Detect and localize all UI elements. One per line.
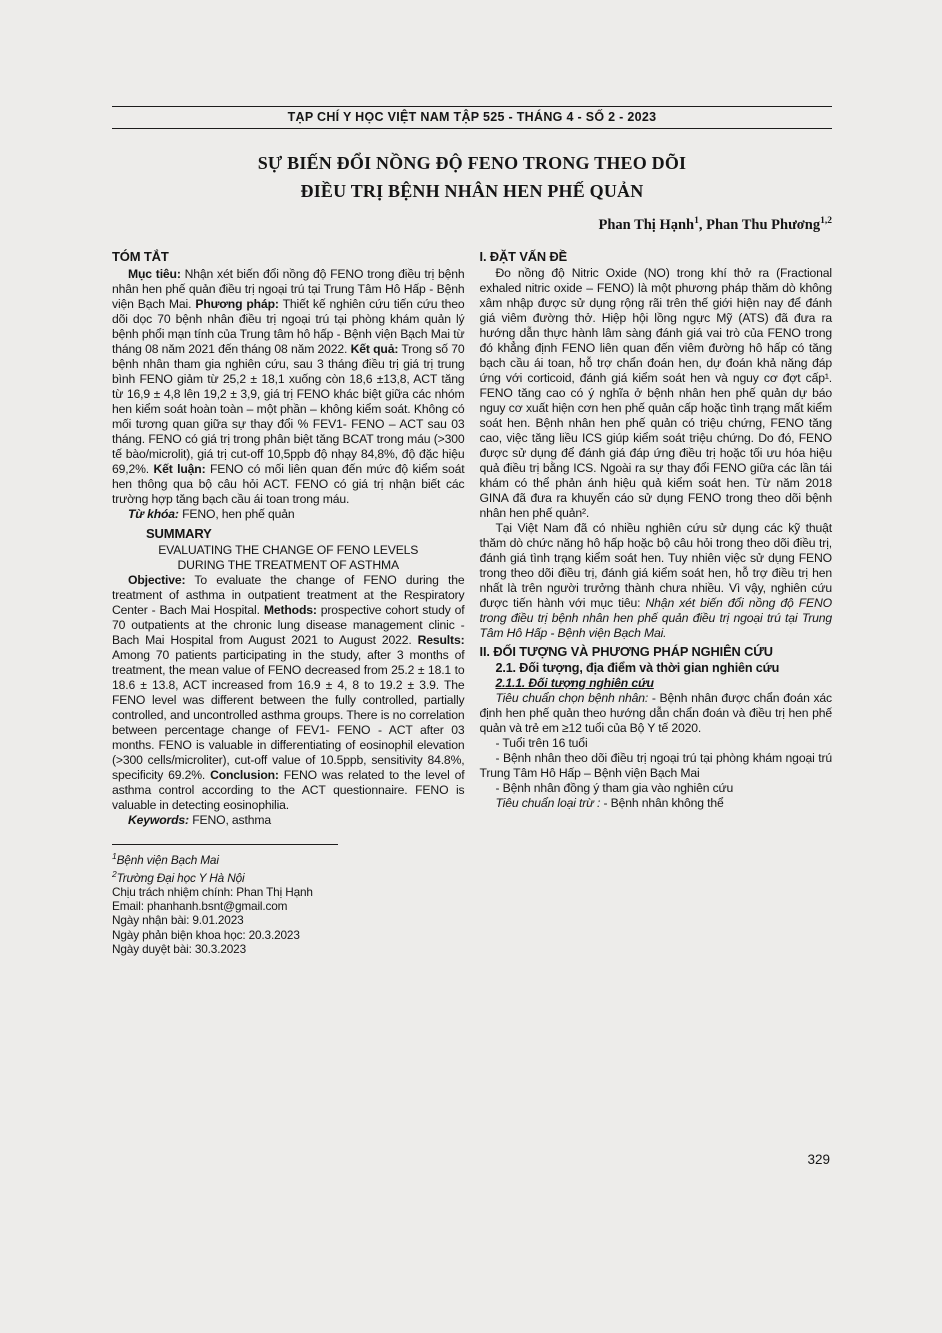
conclusion-label: Conclusion: [210, 767, 279, 782]
abstract-en-paragraph [112, 573, 465, 813]
keywords-en-line [112, 813, 465, 828]
exclusion-criteria-label: Tiêu chuẩn loại trừ : [495, 795, 604, 810]
accepted-date-line: Ngày duyệt bài: 30.3.2023 [112, 941, 246, 956]
phuong-phap-label: Phương pháp: [195, 296, 279, 311]
subsection-2-1-1-heading: 2.1.1. Đối tượng nghiên cứu [495, 675, 654, 690]
affiliation-1-sup: 1 [112, 850, 117, 861]
two-column-body [112, 249, 832, 956]
affiliation-2-sup: 2 [112, 868, 117, 879]
ket-luan-text: FENO có mối liên quan đến mức độ kiểm soát hen thông qua bộ câu hỏi ACT. FENO có giá trị nhận biết các trường hợp tăng bạch cầu ái toan trong máu. [112, 461, 465, 506]
inclusion-criteria-paragraph [480, 691, 833, 736]
right-column [480, 249, 833, 956]
conclusion-text: FENO was related to the level of asthma control according to the ACT questionnaire. FENO is valuable in detecting eosinophilia. [112, 767, 465, 812]
footnote-divider [112, 844, 338, 845]
article-title [112, 149, 832, 205]
journal-header [112, 106, 832, 129]
study-objective-italic: Nhận xét biến đổi nồng độ FENO trong điều trị bệnh nhân hen phế quản điều trị ngoại trú tại Trung Tâm Hô Hấp - Bệnh viện Bạch Mai. [479, 595, 832, 640]
summary-heading: SUMMARY [146, 525, 212, 541]
objective-text: To evaluate the change of FENO during the treatment of asthma in outpatient treatment at the Respiratory Center - Bach Mai Hospital. [112, 572, 465, 617]
methods-label: Methods: [263, 602, 317, 617]
page-number: 329 [807, 1152, 830, 1167]
subsection-2-1-heading: 2.1. Đối tượng, địa điểm và thời gian nghiên cứu [495, 660, 780, 675]
results-text: Among 70 patients participating in the study, after 3 months of treatment, the mean value of FENO decreased from 25.2 ± 18.1 to 18.6 ± 13.8, ACT increased from 16.9 ± 4, 8 to 19.2 ± 3.9. The FENO level was different between the fully controlled, partially controlled, and uncontrolled asthma groups. There is no correlation between percentage change of FEV1- FENO - ACT after 03 months. FENO is valuable in differentiating of eosinophil elevation (>300 cells/microliter), cut-off value of 10.5ppb, sensitivity 84.8%, specificity 69.2%. [112, 647, 465, 782]
summary-title-line2: DURING THE TREATMENT OF ASTHMA [177, 557, 399, 572]
exclusion-criteria-paragraph [480, 796, 833, 811]
left-column [112, 249, 465, 956]
ket-luan-label: Kết luận: [153, 461, 206, 476]
footnote-block [112, 844, 465, 956]
page-content [112, 106, 832, 956]
section-2-heading: II. ĐỐI TƯỢNG VÀ PHƯƠNG PHÁP NGHIÊN CỨU [479, 643, 773, 659]
intro-paragraph-2-text: Tại Việt Nam đã có nhiều nghiên cứu sử dụng các kỹ thuật thăm dò chức năng hô hấp hoặc bộ câu hỏi trong theo dõi điều trị, đánh giá tình trạng kiểm soát hen. Tuy nhiên việc sử dụng FENO trong theo dõi điều trị, đánh giá kiểm soát hen, hỗ trợ điều trị hen nhất là trên người trưởng thành chưa nhiều. Vì vậy, nghiên cứu được tiến hành với mục tiêu: [479, 520, 832, 610]
exclusion-criteria-text: - Bệnh nhân không thể [603, 795, 724, 810]
author-1-affiliation-sup: 1 [694, 216, 699, 226]
muc-tieu-text: Nhận xét biến đổi nồng độ FENO trong điều trị bệnh nhân hen phế quản điều trị ngoại trú tại Trung Tâm Hô Hấp - Bệnh viện Bạch Mai. [112, 266, 465, 311]
keywords-vi-text: FENO, hen phế quản [182, 506, 295, 521]
received-date-line: Ngày nhận bài: 9.01.2023 [112, 913, 244, 928]
reviewed-date-line: Ngày phản biện khoa học: 20.3.2023 [112, 927, 300, 942]
author-2-name: Phan Thu Phương [706, 216, 821, 233]
author-1-name: Phan Thị Hạnh [598, 216, 695, 233]
affiliation-1-text: Bệnh viện Bạch Mai [116, 852, 219, 867]
criteria-bullet-1: - Tuổi trên 16 tuổi [495, 735, 588, 750]
keywords-vi-line [112, 507, 465, 522]
keywords-en-text: FENO, asthma [192, 812, 271, 827]
summary-title-line1: EVALUATING THE CHANGE OF FENO LEVELS [158, 542, 419, 557]
affiliation-1 [112, 849, 465, 867]
phuong-phap-text: Thiết kế nghiên cứu tiến cứu theo dõi dọc 70 bệnh nhân điều trị ngoại trú tại phòng khám quản lý bệnh phổi mạn tính của Trung tâm hô hấp - Bệnh viện Bạch Mai từ tháng 08 năm 2021 đến tháng 08 năm 2022. [112, 296, 465, 356]
corresponding-author-line: Chịu trách nhiệm chính: Phan Thị Hạnh [112, 885, 313, 900]
journal-header-text: TẠP CHÍ Y HỌC VIỆT NAM TẬP 525 - THÁNG 4 - SỐ 2 - 2023 [287, 110, 657, 124]
author-2-affiliation-sup: 1,2 [820, 216, 832, 226]
author-separator: , [698, 216, 707, 233]
authors-line [112, 216, 832, 234]
section-1-heading: I. ĐẶT VẤN ĐỀ [479, 248, 568, 264]
muc-tieu-label: Mục tiêu: [128, 266, 181, 281]
ket-qua-text: Trong số 70 bệnh nhân tham gia nghiên cứu, sau 3 tháng điều trị giá trị trung bình FENO giảm từ 25,2 ± 18,1 xuống còn 18,6 ±13,8, ACT tăng từ 16,9 ± 4,8 lên 19,2 ± 3,9, giá trị FENO khác biệt giữa các nhóm hen kiểm soát hoàn toàn – một phần – không kiểm soát. Không có mối tương quan giữa sự thay đổi % FEV1- FENO – ACT sau 03 tháng. FENO có giá trị trong phân biệt tăng BCAT trong máu (>300 tế bào/microlit), giá trị cut-off 10,5ppb độ nhạy 84,8%, độ đặc hiệu 69,2%. [112, 341, 465, 476]
keywords-en-label: Keywords: [128, 812, 193, 827]
email-line: Email: phanhanh.bsnt@gmail.com [112, 899, 288, 914]
article-title-line2: ĐIỀU TRỊ BỆNH NHÂN HEN PHẾ QUẢN [300, 181, 644, 201]
ket-qua-label: Kết quả: [350, 341, 399, 356]
intro-paragraph-1: Đo nồng độ Nitric Oxide (NO) trong khí thở ra (Fractional exhaled nitric oxide – FENO) là một phương pháp thăm dò không xâm nhập được sử dụng rộng rãi trên thế giới hiện nay để đánh giá viêm đường thở. Hiệp hội lồng ngực Mỹ (ATS) đã đưa ra hướng dẫn thực hành lâm sàng đánh giá vai trò của FENO trong đó khẳng định FENO liên quan đến viêm đường hô hấp có tăng bạch cầu ái toan, hỗ trợ chẩn đoán hen, dự đoán khả năng đáp ứng với corticoid, đánh giá kiểm soát hen và nguy cơ đợt cấp¹. FENO tăng cao có ý nghĩa ở bệnh nhân hen phế quản dự báo nguy cơ xuất hiện cơn hen phế quản cấp hoặc tình trạng mất kiểm soát hen. Bệnh nhân hen phế quản có triệu chứng, FENO tăng cao, việc tăng liều ICS giúp kiểm soát triệu chứng. Do đó, FENO được sử dụng để đánh giá đáp ứng điều trị hoặc tối ưu hóa hiệu quả điều trị bằng ICS. Ngoài ra sự thay đổi FENO giữa các lần tái khám có thể phản ánh hiệu quả kiểm soát hen. Từ năm 2018 GINA đã đưa ra khuyến cáo sử dụng FENO trong theo dõi bệnh nhân hen phế quản². [479, 265, 832, 520]
results-label: Results: [417, 632, 465, 647]
abstract-vi-paragraph [112, 267, 465, 507]
inclusion-criteria-label: Tiêu chuẩn chọn bệnh nhân: [495, 690, 649, 705]
article-title-line1: SỰ BIẾN ĐỔI NỒNG ĐỘ FENO TRONG THEO DÕI [257, 153, 687, 173]
methods-text: prospective cohort study of 70 outpatients at the chronic lung disease management clinic - Bach Mai Hospital from August 2021 to August 2022. [112, 602, 465, 647]
affiliation-2-text: Trường Đại học Y Hà Nội [116, 870, 245, 885]
inclusion-criteria-text: - Bệnh nhân được chẩn đoán xác định hen phế quản theo hướng dẫn chẩn đoán và điều trị hen phế quản và trẻ em ≥12 tuổi của Bộ Y tế 2020. [479, 690, 832, 735]
tom-tat-heading: TÓM TẮT [112, 248, 169, 264]
intro-paragraph-2 [480, 521, 833, 641]
keywords-vi-label: Từ khóa: [128, 506, 183, 521]
affiliation-2 [112, 867, 465, 885]
criteria-bullet-2: - Bệnh nhân theo dõi điều trị ngoại trú tại phòng khám ngoại trú Trung Tâm Hô Hấp – Bệnh viện Bạch Mai [479, 750, 832, 780]
criteria-bullet-3: - Bệnh nhân đồng ý tham gia vào nghiên cứu [495, 780, 734, 795]
summary-title [112, 543, 465, 573]
objective-label: Objective: [128, 572, 186, 587]
